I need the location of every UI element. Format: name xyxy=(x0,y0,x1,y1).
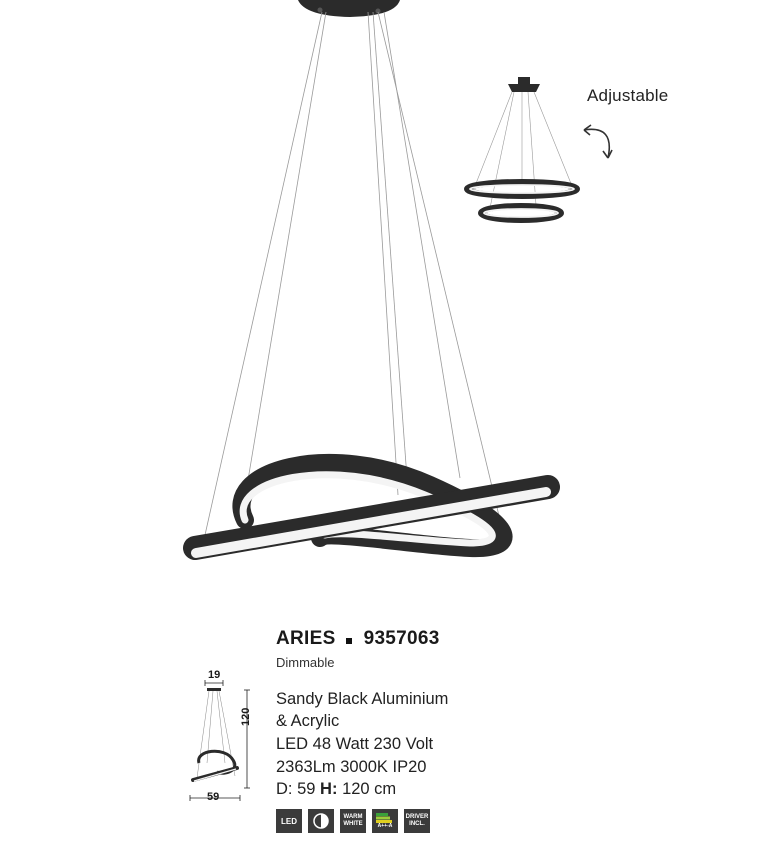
spec-line: & Acrylic xyxy=(276,712,340,730)
energy-class-icon xyxy=(376,813,394,823)
height-label: 120 xyxy=(240,707,252,726)
width-label: 59 xyxy=(207,791,220,803)
energy-badge: A++-A xyxy=(372,809,398,833)
led-icon: LED xyxy=(281,816,297,826)
adjustable-label: Adjustable xyxy=(587,86,669,105)
driver-included-icon: DRIVER INCL. xyxy=(405,814,429,827)
dimmable-label: Dimmable xyxy=(276,655,335,670)
dimension-drawing xyxy=(185,668,255,808)
spec-line: Sandy Black Aluminium xyxy=(276,690,449,708)
spec-line: 2363Lm 3000K IP20 xyxy=(276,758,427,776)
separator-square xyxy=(346,638,352,644)
spec-line: LED 48 Watt 230 Volt xyxy=(276,735,434,753)
adjust-arrow-icon xyxy=(584,125,612,158)
dimmer-badge xyxy=(308,809,334,833)
top-width-label: 19 xyxy=(208,669,221,681)
driver-badge xyxy=(404,809,430,833)
dimensions-line: D: 59 H: 120 cm xyxy=(276,780,397,798)
led-badge xyxy=(276,809,302,833)
product-title xyxy=(276,628,440,650)
warm-white-icon: WARM WHITE xyxy=(343,814,363,827)
warm-white-badge xyxy=(340,809,366,833)
dimmer-icon xyxy=(311,811,331,831)
product-name: ARIES xyxy=(276,628,336,649)
product-code: 9357063 xyxy=(363,628,440,649)
adjustable-fixture-illustration xyxy=(467,77,577,220)
